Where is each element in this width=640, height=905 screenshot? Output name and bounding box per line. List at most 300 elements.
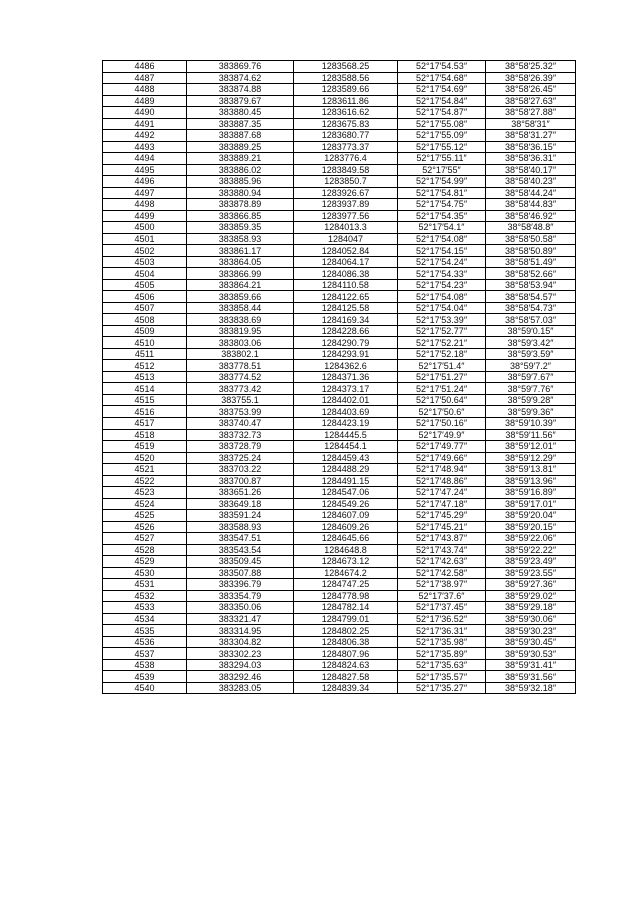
table-row — [103, 325, 576, 337]
longitude-cell: 38°59′9.28″ — [486, 394, 576, 406]
longitude-cell: 38°58′51.49″ — [486, 256, 576, 268]
table-row — [103, 475, 576, 487]
latitude-cell: 52°17′55″ — [398, 164, 486, 176]
latitude-cell: 52°17′55.11″ — [398, 153, 486, 165]
y-coordinate-cell: 1284747.25 — [294, 579, 398, 591]
y-coordinate-cell: 1284086.38 — [294, 268, 398, 280]
point-number-cell: 4513 — [103, 371, 187, 383]
latitude-cell: 52°17′54.1″ — [398, 222, 486, 234]
point-number-cell: 4519 — [103, 441, 187, 453]
point-number-cell: 4518 — [103, 429, 187, 441]
latitude-cell: 52°17′54.15″ — [398, 245, 486, 257]
longitude-cell: 38°59′30.45″ — [486, 636, 576, 648]
x-coordinate-cell: 383509.45 — [187, 556, 294, 568]
table-row — [103, 291, 576, 303]
y-coordinate-cell: 1284371.36 — [294, 371, 398, 383]
x-coordinate-cell: 383283.05 — [187, 682, 294, 694]
y-coordinate-cell: 1284782.14 — [294, 602, 398, 614]
point-number-cell: 4525 — [103, 510, 187, 522]
x-coordinate-cell: 383588.93 — [187, 521, 294, 533]
latitude-cell: 52°17′35.27″ — [398, 682, 486, 694]
y-coordinate-cell: 1284648.8 — [294, 544, 398, 556]
x-coordinate-cell: 383732.73 — [187, 429, 294, 441]
point-number-cell: 4495 — [103, 164, 187, 176]
x-coordinate-cell: 383861.17 — [187, 245, 294, 257]
point-number-cell: 4507 — [103, 302, 187, 314]
longitude-cell: 38°59′30.06″ — [486, 613, 576, 625]
latitude-cell: 52°17′45.21″ — [398, 521, 486, 533]
x-coordinate-cell: 383885.96 — [187, 176, 294, 188]
y-coordinate-cell: 1284824.63 — [294, 659, 398, 671]
point-number-cell: 4502 — [103, 245, 187, 257]
longitude-cell: 38°59′22.06″ — [486, 533, 576, 545]
latitude-cell: 52°17′53.39″ — [398, 314, 486, 326]
point-number-cell: 4536 — [103, 636, 187, 648]
table-row — [103, 107, 576, 119]
y-coordinate-cell: 1284403.69 — [294, 406, 398, 418]
latitude-cell: 52°17′54.08″ — [398, 291, 486, 303]
longitude-cell: 38°58′26.45″ — [486, 84, 576, 96]
y-coordinate-cell: 1284402.01 — [294, 394, 398, 406]
longitude-cell: 38°58′53.94″ — [486, 279, 576, 291]
y-coordinate-cell: 1284423.19 — [294, 417, 398, 429]
point-number-cell: 4521 — [103, 464, 187, 476]
latitude-cell: 52°17′36.52″ — [398, 613, 486, 625]
table-row — [103, 602, 576, 614]
point-number-cell: 4509 — [103, 325, 187, 337]
latitude-cell: 52°17′43.74″ — [398, 544, 486, 556]
table-row — [103, 567, 576, 579]
coordinates-table-body — [103, 61, 576, 694]
table-row — [103, 61, 576, 73]
table-row — [103, 130, 576, 142]
point-number-cell: 4520 — [103, 452, 187, 464]
point-number-cell: 4533 — [103, 602, 187, 614]
table-row — [103, 348, 576, 360]
table-row — [103, 510, 576, 522]
table-row — [103, 118, 576, 130]
table-row — [103, 199, 576, 211]
table-row — [103, 659, 576, 671]
point-number-cell: 4522 — [103, 475, 187, 487]
latitude-cell: 52°17′43.87″ — [398, 533, 486, 545]
table-row — [103, 394, 576, 406]
y-coordinate-cell: 1283849.58 — [294, 164, 398, 176]
y-coordinate-cell: 1284052.84 — [294, 245, 398, 257]
table-row — [103, 671, 576, 683]
y-coordinate-cell: 1284827.58 — [294, 671, 398, 683]
table-row — [103, 383, 576, 395]
y-coordinate-cell: 1284645.66 — [294, 533, 398, 545]
latitude-cell: 52°17′54.69″ — [398, 84, 486, 96]
point-number-cell: 4487 — [103, 72, 187, 84]
point-number-cell: 4490 — [103, 107, 187, 119]
x-coordinate-cell: 383887.68 — [187, 130, 294, 142]
y-coordinate-cell: 1284807.96 — [294, 648, 398, 660]
y-coordinate-cell: 1283568.25 — [294, 61, 398, 73]
longitude-cell: 38°59′31.41″ — [486, 659, 576, 671]
point-number-cell: 4491 — [103, 118, 187, 130]
latitude-cell: 52°17′48.86″ — [398, 475, 486, 487]
x-coordinate-cell: 383507.88 — [187, 567, 294, 579]
longitude-cell: 38°58′40.23″ — [486, 176, 576, 188]
table-row — [103, 141, 576, 153]
latitude-cell: 52°17′51.27″ — [398, 371, 486, 383]
x-coordinate-cell: 383803.06 — [187, 337, 294, 349]
x-coordinate-cell: 383864.21 — [187, 279, 294, 291]
table-row — [103, 636, 576, 648]
y-coordinate-cell: 1284778.98 — [294, 590, 398, 602]
x-coordinate-cell: 383874.88 — [187, 84, 294, 96]
latitude-cell: 52°17′38.97″ — [398, 579, 486, 591]
y-coordinate-cell: 1284488.29 — [294, 464, 398, 476]
longitude-cell: 38°58′27.63″ — [486, 95, 576, 107]
y-coordinate-cell: 1283611.86 — [294, 95, 398, 107]
table-row — [103, 210, 576, 222]
x-coordinate-cell: 383314.95 — [187, 625, 294, 637]
table-row — [103, 487, 576, 499]
latitude-cell: 52°17′54.84″ — [398, 95, 486, 107]
y-coordinate-cell: 1284491.15 — [294, 475, 398, 487]
longitude-cell: 38°59′20.15″ — [486, 521, 576, 533]
latitude-cell: 52°17′55.12″ — [398, 141, 486, 153]
y-coordinate-cell: 1283776.4 — [294, 153, 398, 165]
point-number-cell: 4539 — [103, 671, 187, 683]
y-coordinate-cell: 1284373.17 — [294, 383, 398, 395]
table-row — [103, 95, 576, 107]
point-number-cell: 4531 — [103, 579, 187, 591]
table-row — [103, 579, 576, 591]
x-coordinate-cell: 383302.23 — [187, 648, 294, 660]
point-number-cell: 4540 — [103, 682, 187, 694]
table-row — [103, 245, 576, 257]
latitude-cell: 52°17′54.04″ — [398, 302, 486, 314]
latitude-cell: 52°17′48.94″ — [398, 464, 486, 476]
x-coordinate-cell: 383887.35 — [187, 118, 294, 130]
longitude-cell: 38°59′0.15″ — [486, 325, 576, 337]
point-number-cell: 4514 — [103, 383, 187, 395]
longitude-cell: 38°58′44.24″ — [486, 187, 576, 199]
latitude-cell: 52°17′42.58″ — [398, 567, 486, 579]
point-number-cell: 4529 — [103, 556, 187, 568]
x-coordinate-cell: 383838.69 — [187, 314, 294, 326]
latitude-cell: 52°17′50.16″ — [398, 417, 486, 429]
point-number-cell: 4486 — [103, 61, 187, 73]
latitude-cell: 52°17′54.33″ — [398, 268, 486, 280]
longitude-cell: 38°59′17.01″ — [486, 498, 576, 510]
y-coordinate-cell: 1283680.77 — [294, 130, 398, 142]
longitude-cell: 38°59′31.56″ — [486, 671, 576, 683]
table-row — [103, 153, 576, 165]
y-coordinate-cell: 1284362.6 — [294, 360, 398, 372]
latitude-cell: 52°17′42.63″ — [398, 556, 486, 568]
longitude-cell: 38°59′29.18″ — [486, 602, 576, 614]
point-number-cell: 4501 — [103, 233, 187, 245]
latitude-cell: 52°17′54.23″ — [398, 279, 486, 291]
y-coordinate-cell: 1284459.43 — [294, 452, 398, 464]
x-coordinate-cell: 383728.79 — [187, 441, 294, 453]
table-row — [103, 441, 576, 453]
longitude-cell: 38°58′54.73″ — [486, 302, 576, 314]
longitude-cell: 38°59′23.49″ — [486, 556, 576, 568]
x-coordinate-cell: 383858.93 — [187, 233, 294, 245]
latitude-cell: 52°17′45.29″ — [398, 510, 486, 522]
x-coordinate-cell: 383396.79 — [187, 579, 294, 591]
y-coordinate-cell: 1284673.12 — [294, 556, 398, 568]
x-coordinate-cell: 383651.26 — [187, 487, 294, 499]
y-coordinate-cell: 1283588.56 — [294, 72, 398, 84]
table-row — [103, 302, 576, 314]
longitude-cell: 38°58′54.57″ — [486, 291, 576, 303]
latitude-cell: 52°17′52.18″ — [398, 348, 486, 360]
point-number-cell: 4496 — [103, 176, 187, 188]
point-number-cell: 4528 — [103, 544, 187, 556]
longitude-cell: 38°59′7.76″ — [486, 383, 576, 395]
point-number-cell: 4489 — [103, 95, 187, 107]
y-coordinate-cell: 1283616.62 — [294, 107, 398, 119]
x-coordinate-cell: 383755.1 — [187, 394, 294, 406]
point-number-cell: 4515 — [103, 394, 187, 406]
table-row — [103, 337, 576, 349]
table-row — [103, 464, 576, 476]
point-number-cell: 4527 — [103, 533, 187, 545]
x-coordinate-cell: 383866.99 — [187, 268, 294, 280]
latitude-cell: 52°17′35.89″ — [398, 648, 486, 660]
y-coordinate-cell: 1284047 — [294, 233, 398, 245]
table-row — [103, 72, 576, 84]
y-coordinate-cell: 1284013.3 — [294, 222, 398, 234]
table-row — [103, 256, 576, 268]
longitude-cell: 38°58′52.66″ — [486, 268, 576, 280]
x-coordinate-cell: 383547.51 — [187, 533, 294, 545]
table-row — [103, 268, 576, 280]
point-number-cell: 4532 — [103, 590, 187, 602]
table-row — [103, 590, 576, 602]
latitude-cell: 52°17′52.21″ — [398, 337, 486, 349]
y-coordinate-cell: 1283589.66 — [294, 84, 398, 96]
longitude-cell: 38°59′30.53″ — [486, 648, 576, 660]
longitude-cell: 38°59′12.01″ — [486, 441, 576, 453]
y-coordinate-cell: 1284806.38 — [294, 636, 398, 648]
latitude-cell: 52°17′54.35″ — [398, 210, 486, 222]
coordinates-table — [102, 60, 576, 694]
longitude-cell: 38°59′32.18″ — [486, 682, 576, 694]
x-coordinate-cell: 383874.62 — [187, 72, 294, 84]
longitude-cell: 38°58′26.39″ — [486, 72, 576, 84]
y-coordinate-cell: 1283937.89 — [294, 199, 398, 211]
point-number-cell: 4503 — [103, 256, 187, 268]
latitude-cell: 52°17′51.4″ — [398, 360, 486, 372]
point-number-cell: 4538 — [103, 659, 187, 671]
longitude-cell: 38°58′57.03″ — [486, 314, 576, 326]
y-coordinate-cell: 1284110.58 — [294, 279, 398, 291]
longitude-cell: 38°58′31.27″ — [486, 130, 576, 142]
y-coordinate-cell: 1284122.65 — [294, 291, 398, 303]
x-coordinate-cell: 383649.18 — [187, 498, 294, 510]
x-coordinate-cell: 383886.02 — [187, 164, 294, 176]
latitude-cell: 52°17′54.99″ — [398, 176, 486, 188]
longitude-cell: 38°58′50.58″ — [486, 233, 576, 245]
x-coordinate-cell: 383350.06 — [187, 602, 294, 614]
point-number-cell: 4505 — [103, 279, 187, 291]
x-coordinate-cell: 383753.99 — [187, 406, 294, 418]
y-coordinate-cell: 1284228.66 — [294, 325, 398, 337]
y-coordinate-cell: 1284445.5 — [294, 429, 398, 441]
latitude-cell: 52°17′54.87″ — [398, 107, 486, 119]
y-coordinate-cell: 1284064.17 — [294, 256, 398, 268]
longitude-cell: 38°59′22.22″ — [486, 544, 576, 556]
latitude-cell: 52°17′47.18″ — [398, 498, 486, 510]
table-row — [103, 648, 576, 660]
longitude-cell: 38°58′44.83″ — [486, 199, 576, 211]
point-number-cell: 4523 — [103, 487, 187, 499]
y-coordinate-cell: 1284293.91 — [294, 348, 398, 360]
table-row — [103, 406, 576, 418]
longitude-cell: 38°59′10.39″ — [486, 417, 576, 429]
table-row — [103, 84, 576, 96]
x-coordinate-cell: 383869.76 — [187, 61, 294, 73]
x-coordinate-cell: 383591.24 — [187, 510, 294, 522]
y-coordinate-cell: 1284839.34 — [294, 682, 398, 694]
longitude-cell: 38°59′16.89″ — [486, 487, 576, 499]
latitude-cell: 52°17′49.77″ — [398, 441, 486, 453]
y-coordinate-cell: 1284609.26 — [294, 521, 398, 533]
latitude-cell: 52°17′37.45″ — [398, 602, 486, 614]
x-coordinate-cell: 383292.46 — [187, 671, 294, 683]
y-coordinate-cell: 1283977.56 — [294, 210, 398, 222]
longitude-cell: 38°59′3.59″ — [486, 348, 576, 360]
longitude-cell: 38°58′27.88″ — [486, 107, 576, 119]
point-number-cell: 4510 — [103, 337, 187, 349]
latitude-cell: 52°17′52.77″ — [398, 325, 486, 337]
x-coordinate-cell: 383725.24 — [187, 452, 294, 464]
point-number-cell: 4530 — [103, 567, 187, 579]
table-row — [103, 452, 576, 464]
x-coordinate-cell: 383859.66 — [187, 291, 294, 303]
table-row — [103, 222, 576, 234]
point-number-cell: 4508 — [103, 314, 187, 326]
x-coordinate-cell: 383294.03 — [187, 659, 294, 671]
latitude-cell: 52°17′55.08″ — [398, 118, 486, 130]
longitude-cell: 38°58′31″ — [486, 118, 576, 130]
longitude-cell: 38°58′36.15″ — [486, 141, 576, 153]
latitude-cell: 52°17′55.09″ — [398, 130, 486, 142]
longitude-cell: 38°58′36.31″ — [486, 153, 576, 165]
x-coordinate-cell: 383878.89 — [187, 199, 294, 211]
x-coordinate-cell: 383879.67 — [187, 95, 294, 107]
point-number-cell: 4534 — [103, 613, 187, 625]
longitude-cell: 38°58′40.17″ — [486, 164, 576, 176]
y-coordinate-cell: 1284169.34 — [294, 314, 398, 326]
latitude-cell: 52°17′54.53″ — [398, 61, 486, 73]
longitude-cell: 38°58′46.92″ — [486, 210, 576, 222]
y-coordinate-cell: 1284547.06 — [294, 487, 398, 499]
longitude-cell: 38°59′9.36″ — [486, 406, 576, 418]
longitude-cell: 38°59′13.81″ — [486, 464, 576, 476]
x-coordinate-cell: 383304.82 — [187, 636, 294, 648]
point-number-cell: 4535 — [103, 625, 187, 637]
latitude-cell: 52°17′49.9″ — [398, 429, 486, 441]
point-number-cell: 4497 — [103, 187, 187, 199]
latitude-cell: 52°17′35.57″ — [398, 671, 486, 683]
latitude-cell: 52°17′49.66″ — [398, 452, 486, 464]
point-number-cell: 4492 — [103, 130, 187, 142]
latitude-cell: 52°17′54.24″ — [398, 256, 486, 268]
latitude-cell: 52°17′47.24″ — [398, 487, 486, 499]
point-number-cell: 4498 — [103, 199, 187, 211]
point-number-cell: 4537 — [103, 648, 187, 660]
point-number-cell: 4500 — [103, 222, 187, 234]
latitude-cell: 52°17′35.98″ — [398, 636, 486, 648]
x-coordinate-cell: 383740.47 — [187, 417, 294, 429]
longitude-cell: 38°58′25.32″ — [486, 61, 576, 73]
table-row — [103, 429, 576, 441]
x-coordinate-cell: 383819.95 — [187, 325, 294, 337]
longitude-cell: 38°59′30.23″ — [486, 625, 576, 637]
latitude-cell: 52°17′37.6″ — [398, 590, 486, 602]
x-coordinate-cell: 383880.45 — [187, 107, 294, 119]
table-row — [103, 682, 576, 694]
longitude-cell: 38°59′20.04″ — [486, 510, 576, 522]
latitude-cell: 52°17′54.08″ — [398, 233, 486, 245]
table-row — [103, 498, 576, 510]
x-coordinate-cell: 383543.54 — [187, 544, 294, 556]
point-number-cell: 4493 — [103, 141, 187, 153]
y-coordinate-cell: 1284454.1 — [294, 441, 398, 453]
table-row — [103, 417, 576, 429]
longitude-cell: 38°59′7.67″ — [486, 371, 576, 383]
longitude-cell: 38°58′48.8″ — [486, 222, 576, 234]
latitude-cell: 52°17′54.75″ — [398, 199, 486, 211]
table-row — [103, 533, 576, 545]
x-coordinate-cell: 383889.21 — [187, 153, 294, 165]
table-row — [103, 371, 576, 383]
latitude-cell: 52°17′54.81″ — [398, 187, 486, 199]
point-number-cell: 4512 — [103, 360, 187, 372]
table-row — [103, 164, 576, 176]
latitude-cell: 52°17′54.68″ — [398, 72, 486, 84]
y-coordinate-cell: 1284607.09 — [294, 510, 398, 522]
latitude-cell: 52°17′36.31″ — [398, 625, 486, 637]
table-row — [103, 360, 576, 372]
x-coordinate-cell: 383880.94 — [187, 187, 294, 199]
table-row — [103, 187, 576, 199]
table-row — [103, 544, 576, 556]
x-coordinate-cell: 383864.05 — [187, 256, 294, 268]
point-number-cell: 4506 — [103, 291, 187, 303]
table-row — [103, 233, 576, 245]
table-row — [103, 314, 576, 326]
x-coordinate-cell: 383773.42 — [187, 383, 294, 395]
latitude-cell: 52°17′50.64″ — [398, 394, 486, 406]
longitude-cell: 38°59′11.56″ — [486, 429, 576, 441]
y-coordinate-cell: 1283850.7 — [294, 176, 398, 188]
y-coordinate-cell: 1284125.58 — [294, 302, 398, 314]
x-coordinate-cell: 383889.25 — [187, 141, 294, 153]
y-coordinate-cell: 1283926.67 — [294, 187, 398, 199]
x-coordinate-cell: 383866.85 — [187, 210, 294, 222]
x-coordinate-cell: 383700.87 — [187, 475, 294, 487]
longitude-cell: 38°59′7.2″ — [486, 360, 576, 372]
table-row — [103, 625, 576, 637]
table-row — [103, 176, 576, 188]
y-coordinate-cell: 1284674.2 — [294, 567, 398, 579]
longitude-cell: 38°59′3.42″ — [486, 337, 576, 349]
latitude-cell: 52°17′51.24″ — [398, 383, 486, 395]
y-coordinate-cell: 1283773.37 — [294, 141, 398, 153]
point-number-cell: 4511 — [103, 348, 187, 360]
longitude-cell: 38°59′23.55″ — [486, 567, 576, 579]
